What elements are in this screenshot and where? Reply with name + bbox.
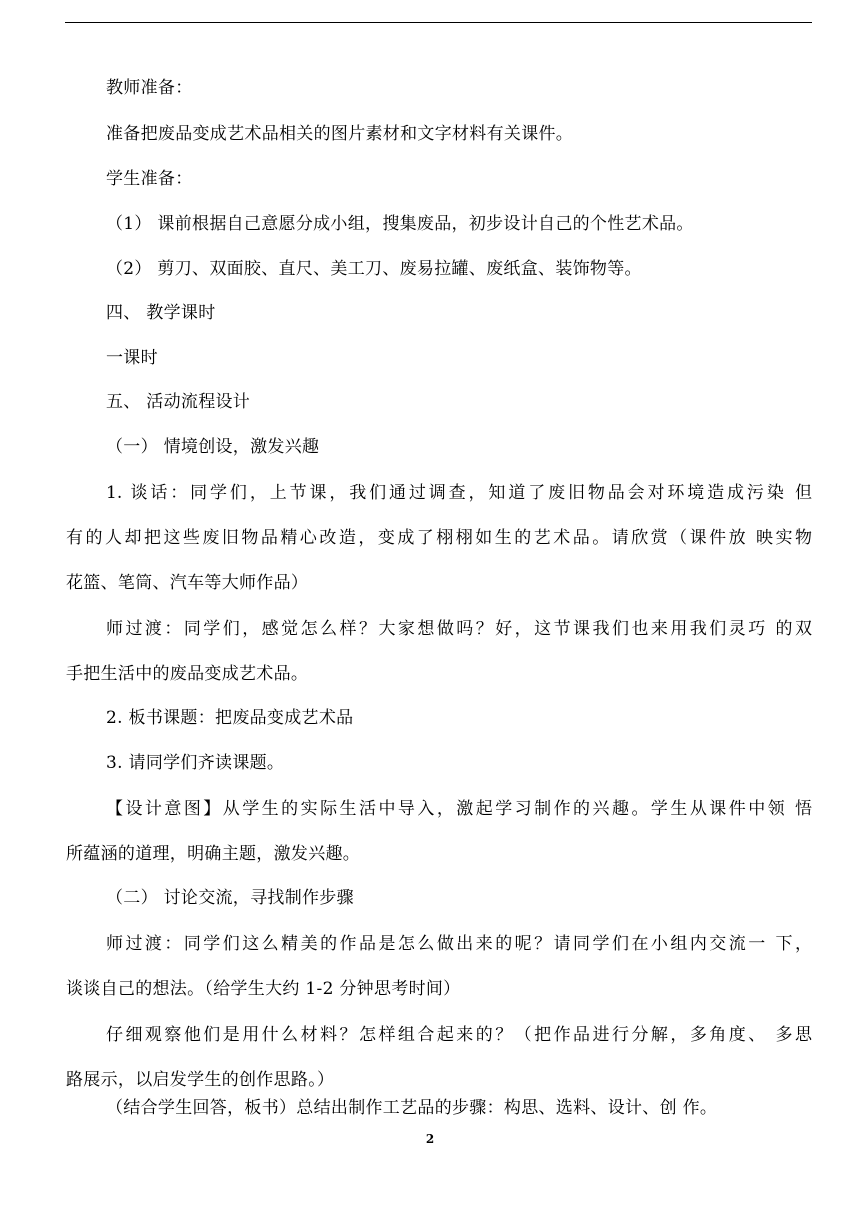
text-line: （2） 剪刀、双面胶、直尺、美工刀、废易拉罐、废纸盒、装饰物等。 — [106, 259, 642, 279]
text-line: （结合学生回答，板书）总结出制作工艺品的步骤：构思、选料、设计、创 作。 — [106, 1098, 718, 1118]
text-line: 3. 请同学们齐读课题。 — [106, 753, 285, 773]
text-line: 花篮、笔筒、汽车等大师作品） — [66, 573, 309, 593]
page-number: 2 — [425, 1132, 435, 1146]
text-line: （1） 课前根据自己意愿分成小组，搜集废品，初步设计自己的个性艺术品。 — [106, 214, 694, 234]
text-line: 教师准备： — [106, 78, 193, 98]
text-line: 1. 谈话：同学们，上节课，我们通过调查，知道了废旧物品会对环境造成污染 但 — [106, 483, 812, 503]
section-heading: 四、 教学课时 — [106, 303, 216, 323]
text-line: 师过渡：同学们这么精美的作品是怎么做出来的呢？请同学们在小组内交流一 下， — [106, 934, 812, 954]
text-line: 2. 板书课题：把废品变成艺术品 — [106, 708, 354, 728]
subsection-heading: （一） 情境创设，激发兴趣 — [106, 437, 320, 457]
text-line: 准备把废品变成艺术品相关的图片素材和文字材料有关课件。 — [106, 124, 574, 144]
text-line: 【设计意图】从学生的实际生活中导入，激起学习制作的兴趣。学生从课件中领 悟 — [106, 799, 812, 819]
text-line: 师过渡：同学们，感觉怎么样？大家想做吗？好，这节课我们也来用我们灵巧 的双 — [106, 619, 812, 639]
text-line: 谈谈自己的想法。（给学生大约 1-2 分钟思考时间） — [66, 979, 461, 999]
text-line: 手把生活中的废品变成艺术品。 — [66, 664, 309, 684]
text-line: 一课时 — [106, 348, 158, 368]
text-line: 仔细观察他们是用什么材料？怎样组合起来的？（把作品进行分解，多角度、 多思 — [106, 1025, 812, 1045]
subsection-heading: （二） 讨论交流，寻找制作步骤 — [106, 888, 354, 908]
text-line: 有的人却把这些废旧物品精心改造，变成了栩栩如生的艺术品。请欣赏（课件放 映实物 — [66, 528, 812, 548]
text-line: 学生准备： — [106, 169, 193, 189]
section-heading: 五、 活动流程设计 — [106, 392, 251, 412]
header-rule — [65, 22, 812, 23]
text-line: 路展示，以启发学生的创作思路。） — [66, 1070, 335, 1090]
text-line: 所蕴涵的道理，明确主题，激发兴趣。 — [66, 844, 361, 864]
